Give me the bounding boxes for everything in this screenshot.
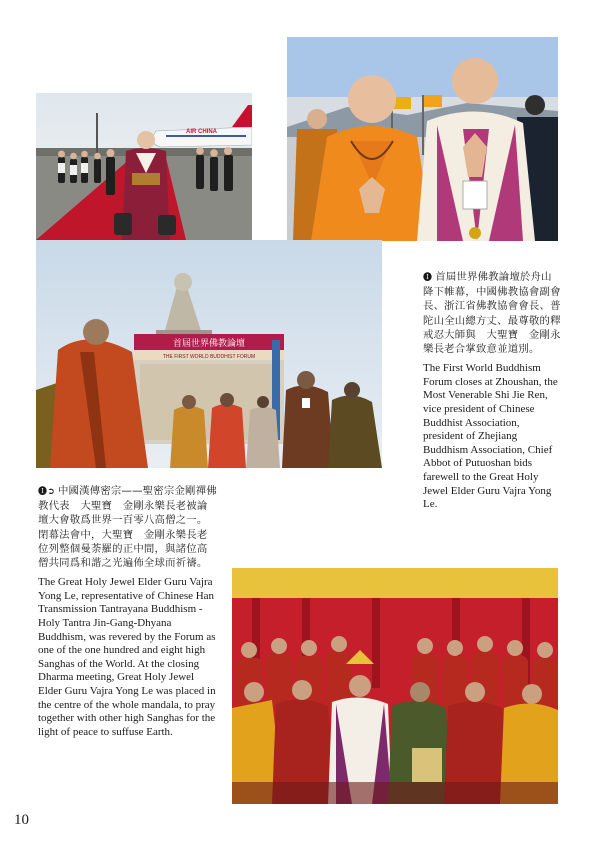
caption-high-sanghas [38, 484, 218, 739]
caption-zh [38, 484, 218, 570]
banner-lettering-en: THE FIRST WORLD BUDDHIST FORUM [162, 354, 256, 360]
page-number: 10 [14, 812, 29, 828]
caption-zh-text: 首屆世界佛教論壇於舟山降下帷幕，中國佛教協會副會長、浙江省佛教協會會長、普陀山全山總方丈、最尊敬的釋戒忍大師與 大聖寶 金剛永樂長老合掌致意並道別。 [423, 271, 561, 356]
photo-sangha-assembly [232, 568, 558, 804]
caption-forum-closing [423, 270, 561, 512]
caption-marker-icon: 🅘 [423, 273, 433, 283]
caption-marker-icon: 🅘➲ [38, 487, 55, 497]
photo-guanyin-statue-forum [36, 240, 382, 468]
photo-monks-farewell [287, 37, 558, 241]
monks-closeup-illustration [287, 37, 558, 241]
caption-zh-text: 中國漢傳密宗——聖密宗金剛禪佛教代表 大聖寶 金剛永樂長老被論壇大會敬爲世界一百零八高僧之一。閉幕法會中，大聖寶 金剛永樂長老位列整個曼荼羅的正中間，與諸位高僧共同爲和諧之光遍佈全球而祈禱。 [38, 485, 217, 570]
photo-airport-arrival [36, 93, 252, 240]
airplane-lettering: AIR CHINA [186, 129, 217, 135]
caption-zh [423, 270, 561, 356]
airport-illustration [36, 93, 252, 240]
caption-en: The Great Holy Jewel Elder Guru Vajra Yong Le, representative of Chinese Han Transmission Tantrayana Buddhism - Holy Tantra Jin-Gang-Dhyana Buddhism, was revered by the Forum as one of the one hundred and eight high Sanghas of the World. At the closing Dharma meeting, Great Holy Jewel Elder Guru Vajra Yong Le was placed in the centre of the whole mandala, to pray together with other high Sanghas for the light of peace to suffuse Earth. [38, 576, 216, 738]
statue-illustration [36, 240, 382, 468]
assembly-illustration [232, 568, 558, 804]
caption-en: The First World Buddhism Forum closes at Zhoushan, the Most Venerable Shi Jie Ren, vice president of Chinese Buddhist Association, president of Zhejiang Buddhism Association, Chief Abbot of Putuoshan bids farewell to the Great Holy Jewel Elder Guru Vajra Yong Le. [423, 362, 558, 511]
banner-lettering-zh: 首屆世界佛教論壇 [172, 339, 246, 349]
